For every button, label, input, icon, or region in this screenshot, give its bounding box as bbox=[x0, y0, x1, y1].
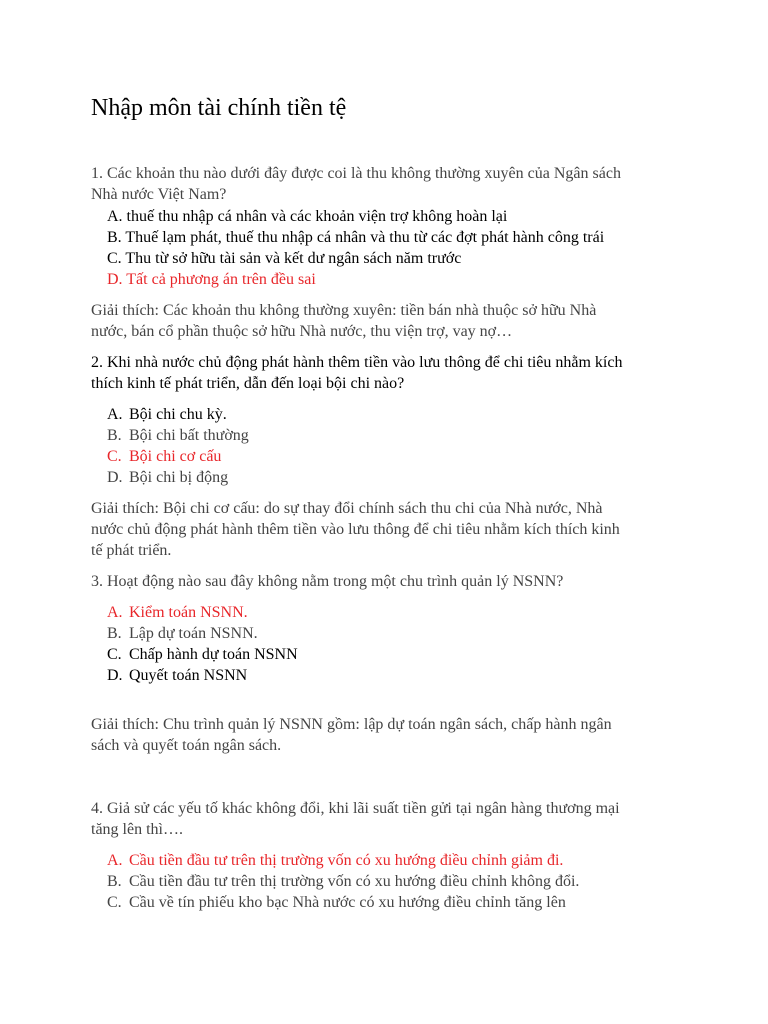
question-1-option-b: B. Thuế lạm phát, thuế thu nhập cá nhân và thu từ các đợt phát hành công trái bbox=[107, 229, 605, 246]
question-3-explanation-line-1: Giải thích: Chu trình quản lý NSNN gồm: lập dự toán ngân sách, chấp hành ngân bbox=[91, 716, 612, 733]
question-3-explanation-line-2: sách và quyết toán ngân sách. bbox=[91, 737, 282, 754]
option-text: Cầu tiền đầu tư trên thị trường vốn có xu hướng điều chỉnh giảm đi. bbox=[129, 852, 564, 869]
question-2-line-1: 2. Khi nhà nước chủ động phát hành thêm tiền vào lưu thông để chi tiêu nhằm kích bbox=[91, 354, 623, 371]
question-1-line-1: 1. Các khoản thu nào dưới đây được coi là thu không thường xuyên của Ngân sách bbox=[91, 165, 621, 182]
option-label: B. bbox=[107, 625, 122, 642]
option-text: Chấp hành dự toán NSNN bbox=[129, 646, 298, 663]
option-label: A. bbox=[107, 406, 123, 423]
question-1-line-2: Nhà nước Việt Nam? bbox=[91, 186, 227, 203]
question-2-line-2: thích kinh tế phát triển, dẫn đến loại bội chi nào? bbox=[91, 375, 405, 392]
option-label: C. bbox=[107, 894, 122, 911]
option-text: Bội chi bất thường bbox=[129, 427, 249, 444]
question-4-option-b bbox=[107, 871, 579, 892]
question-1-option-a: A. thuế thu nhập cá nhân và các khoản viện trợ không hoàn lại bbox=[107, 208, 508, 225]
question-2-explanation-line-3: tế phát triển. bbox=[91, 542, 172, 559]
option-text: Kiểm toán NSNN. bbox=[129, 604, 248, 621]
question-1-option-d-answer: D. Tất cả phương án trên đều sai bbox=[107, 271, 316, 288]
option-label: D. bbox=[107, 469, 123, 486]
question-3-option-c bbox=[107, 644, 298, 665]
question-4-line-2: tăng lên thì…. bbox=[91, 821, 183, 838]
option-text: Bội chi bị động bbox=[129, 469, 229, 486]
option-label: A. bbox=[107, 852, 123, 869]
question-3-line-1: 3. Hoạt động nào sau đây không nằm trong một chu trình quản lý NSNN? bbox=[91, 573, 564, 590]
question-4-option-a-answer bbox=[107, 850, 563, 871]
question-3-option-b bbox=[107, 623, 258, 644]
option-label: C. bbox=[107, 448, 122, 465]
question-1-explanation-line-1: Giải thích: Các khoản thu không thường xuyên: tiền bán nhà thuộc sở hữu Nhà bbox=[91, 302, 597, 319]
question-1-option-c: C. Thu từ sở hữu tài sản và kết dư ngân sách năm trước bbox=[107, 250, 462, 267]
question-4-line-1: 4. Giả sử các yếu tố khác không đổi, khi lãi suất tiền gửi tại ngân hàng thương mại bbox=[91, 800, 620, 817]
option-text: Cầu tiền đầu tư trên thị trường vốn có xu hướng điều chỉnh không đổi. bbox=[129, 873, 580, 890]
option-text: Quyết toán NSNN bbox=[129, 667, 248, 684]
question-2-option-b bbox=[107, 425, 249, 446]
question-2-explanation-line-2: nước chủ động phát hành thêm tiền vào lưu thông để chi tiêu nhằm kích thích kinh bbox=[91, 521, 620, 538]
page-title: Nhập môn tài chính tiền tệ bbox=[91, 95, 347, 121]
option-text: Bội chi cơ cấu bbox=[129, 448, 222, 465]
option-label: C. bbox=[107, 646, 122, 663]
option-label: D. bbox=[107, 667, 123, 684]
question-2-option-d bbox=[107, 467, 228, 488]
option-text: Cầu về tín phiếu kho bạc Nhà nước có xu hướng điều chỉnh tăng lên bbox=[129, 894, 566, 911]
option-text: Bội chi chu kỳ. bbox=[129, 406, 227, 423]
question-4-option-c bbox=[107, 892, 566, 913]
option-label: B. bbox=[107, 873, 122, 890]
question-1-explanation-line-2: nước, bán cổ phần thuộc sở hữu Nhà nước, thu viện trợ, vay nợ… bbox=[91, 323, 513, 340]
question-2-explanation-line-1: Giải thích: Bội chi cơ cấu: do sự thay đổi chính sách thu chi của Nhà nước, Nhà bbox=[91, 500, 603, 517]
option-label: B. bbox=[107, 427, 122, 444]
question-2-option-a bbox=[107, 404, 227, 425]
question-3-option-a-answer bbox=[107, 602, 248, 623]
question-3-option-d bbox=[107, 665, 247, 686]
option-text: Lập dự toán NSNN. bbox=[129, 625, 258, 642]
option-label: A. bbox=[107, 604, 123, 621]
question-2-option-c-answer bbox=[107, 446, 221, 467]
